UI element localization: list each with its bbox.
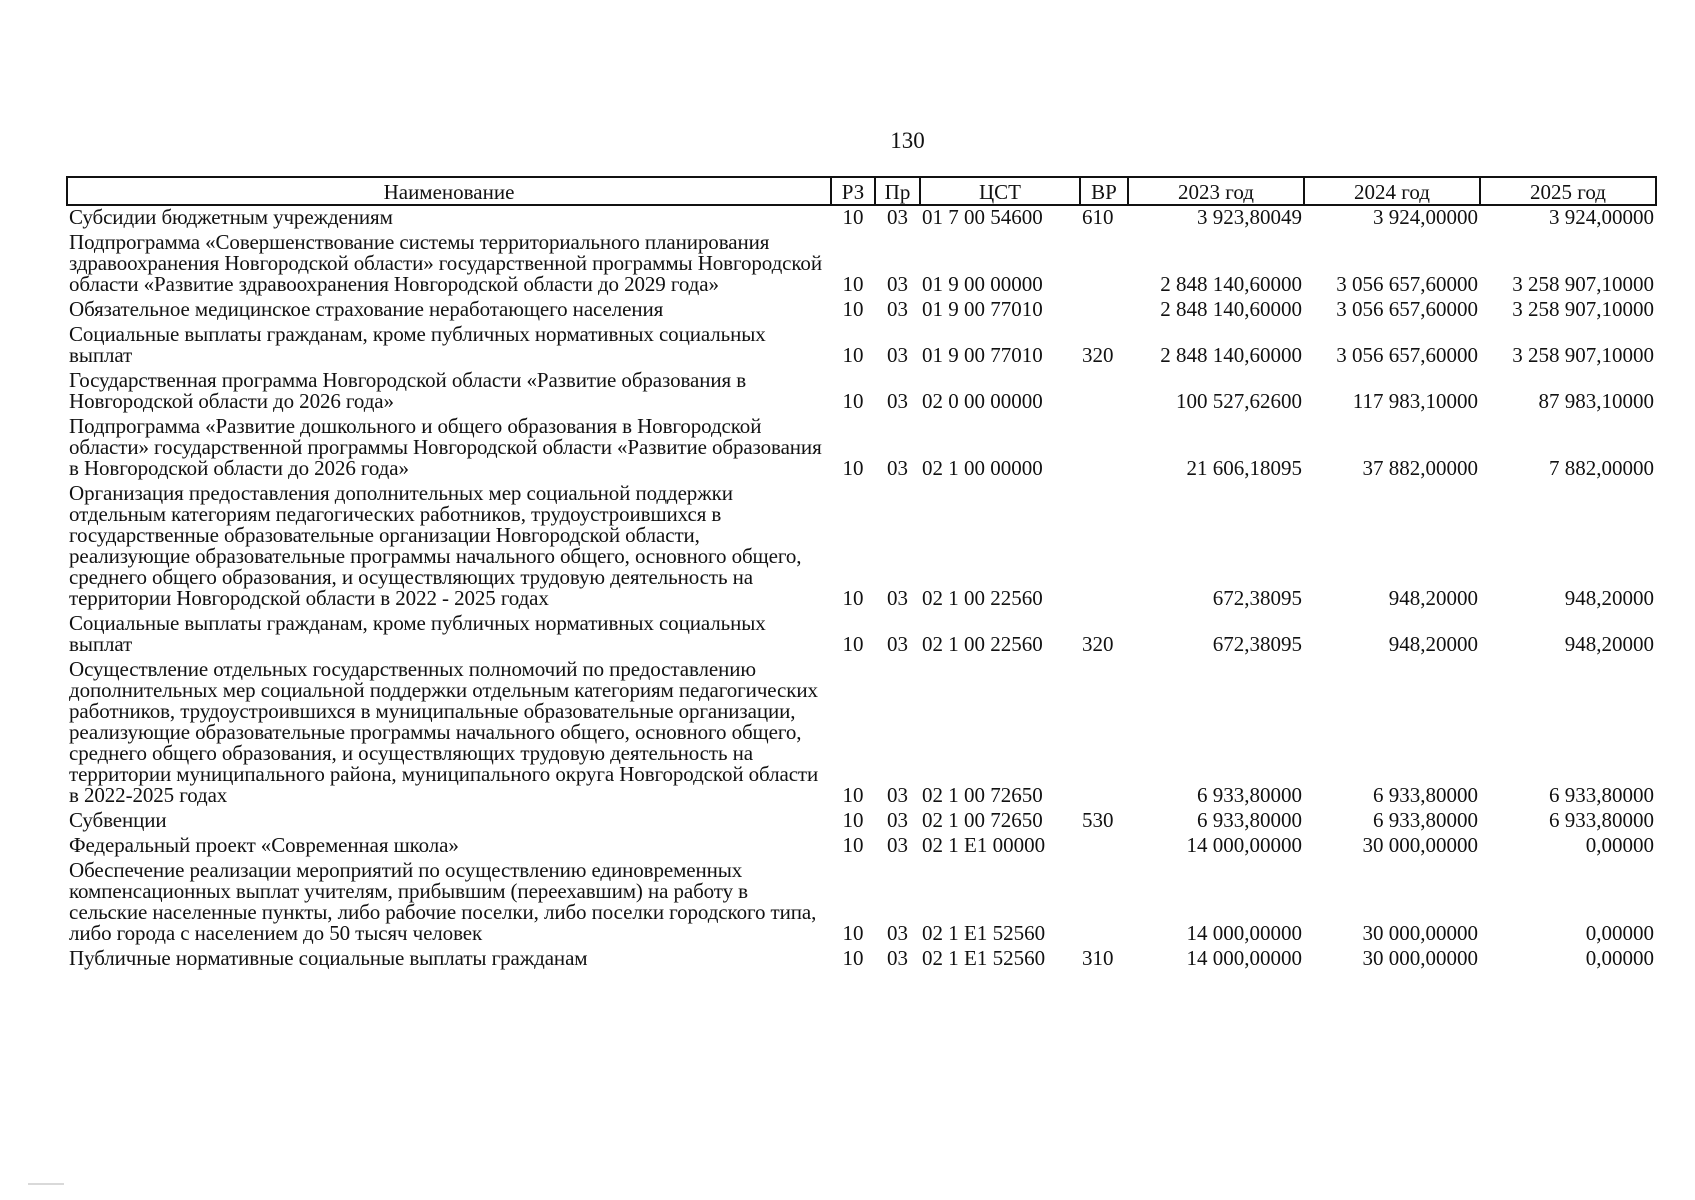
row-2025-amount: 3 258 907,10000 [1512, 272, 1654, 296]
row-name: Обязательное медицинское страхование неработающего населения [69, 297, 664, 321]
row-pr: 03 [887, 389, 908, 413]
row-2025-amount: 0,00000 [1585, 946, 1654, 970]
header-pr: Пр [875, 177, 920, 205]
table-row [67, 205, 1656, 231]
table-row [67, 658, 1656, 809]
row-cst: 01 9 00 77010 [922, 343, 1043, 367]
header-2023: 2023 год [1128, 177, 1304, 205]
row-vr: 310 [1082, 946, 1114, 970]
row-2024-amount: 6 933,80000 [1373, 808, 1478, 832]
row-vr [1080, 298, 1128, 323]
row-rz: 10 [842, 632, 864, 656]
row-cst: 02 1 00 72650 [922, 808, 1043, 832]
table-row [67, 834, 1656, 859]
table-row [67, 809, 1656, 834]
row-pr: 03 [887, 808, 908, 832]
row-cst: 01 9 00 00000 [922, 272, 1043, 296]
row-2025-amount: 0,00000 [1585, 833, 1654, 857]
row-pr: 03 [887, 946, 908, 970]
row-name: Организация предоставления дополнительных мер социальной поддержки отдельным категориям педагогических работников, трудоустроившихся в государственные образовательные организации Новгородской области, реализующие образовательные программы начального общего, основного общего, среднего общего образования, и осуществляющих трудовую деятельность на территории Новгородской области в 2022 - 2025 годах [69, 481, 802, 610]
row-2025-amount: 3 258 907,10000 [1512, 297, 1654, 321]
row-name: Субвенции [69, 808, 167, 832]
row-2024-amount: 3 056 657,60000 [1336, 272, 1478, 296]
table-row [67, 947, 1656, 972]
row-2025-amount: 0,00000 [1585, 921, 1654, 945]
row-2024-amount: 948,20000 [1388, 632, 1478, 656]
row-vr [1080, 859, 1128, 947]
row-name: Обеспечение реализации мероприятий по осуществлению единовременных компенсационных выплат учителям, прибывшим (переехавшим) на работу в сельские населенные пункты, либо рабочие поселки, либо поселки городского типа, либо города с населением до 50 тысяч человек [69, 858, 817, 945]
row-2025-amount: 6 933,80000 [1549, 808, 1654, 832]
row-rz: 10 [842, 343, 864, 367]
row-pr: 03 [887, 343, 908, 367]
table-header [67, 177, 1656, 205]
row-2025-amount: 3 924,00000 [1549, 205, 1654, 229]
row-2025-amount: 3 258 907,10000 [1512, 343, 1654, 367]
header-row [67, 177, 1656, 205]
row-rz: 10 [842, 389, 864, 413]
row-cst: 02 1 00 00000 [922, 456, 1043, 480]
row-rz: 10 [842, 456, 864, 480]
row-rz: 10 [842, 946, 864, 970]
row-pr: 03 [887, 456, 908, 480]
row-pr: 03 [887, 833, 908, 857]
row-cst: 01 9 00 77010 [922, 297, 1043, 321]
row-vr [1080, 482, 1128, 612]
row-2023-amount: 21 606,18095 [1186, 456, 1302, 480]
row-name: Государственная программа Новгородской области «Развитие образования в Новгородской области до 2026 года» [69, 368, 747, 413]
page-number: 130 [890, 128, 925, 153]
row-pr: 03 [887, 632, 908, 656]
row-cst: 01 7 00 54600 [922, 205, 1043, 229]
row-2023-amount: 672,38095 [1212, 586, 1302, 610]
table-row [67, 231, 1656, 298]
row-cst: 02 1 00 22560 [922, 632, 1043, 656]
table-body [67, 205, 1656, 972]
row-name: Социальные выплаты гражданам, кроме публичных нормативных социальных выплат [69, 611, 766, 656]
header-cst: ЦСТ [920, 177, 1080, 205]
row-vr [1080, 415, 1128, 482]
row-rz: 10 [842, 833, 864, 857]
row-2024-amount: 30 000,00000 [1362, 946, 1478, 970]
row-2024-amount: 3 924,00000 [1373, 205, 1478, 229]
row-2023-amount: 6 933,80000 [1197, 808, 1302, 832]
row-rz: 10 [842, 272, 864, 296]
header-name: Наименование [67, 177, 831, 205]
row-2024-amount: 37 882,00000 [1362, 456, 1478, 480]
row-vr: 530 [1082, 808, 1114, 832]
row-2024-amount: 3 056 657,60000 [1336, 297, 1478, 321]
row-2025-amount: 7 882,00000 [1549, 456, 1654, 480]
row-2024-amount: 30 000,00000 [1362, 921, 1478, 945]
table-row [67, 298, 1656, 323]
row-pr: 03 [887, 586, 908, 610]
row-cst: 02 1 Е1 00000 [922, 833, 1046, 857]
row-name: Федеральный проект «Современная школа» [69, 833, 459, 857]
row-name: Подпрограмма «Совершенствование системы территориального планирования здравоохранения Новгородской области» государственной программы Новгородской области «Развитие здравоохранения Новгородской области до 2029 года» [69, 230, 822, 296]
row-pr: 03 [887, 783, 908, 807]
row-2023-amount: 14 000,00000 [1186, 946, 1302, 970]
row-vr [1080, 231, 1128, 298]
row-2024-amount: 6 933,80000 [1373, 783, 1478, 807]
row-2023-amount: 672,38095 [1212, 632, 1302, 656]
scan-artifact [28, 1183, 64, 1185]
row-rz: 10 [842, 808, 864, 832]
row-pr: 03 [887, 921, 908, 945]
row-vr [1080, 658, 1128, 809]
header-rz: РЗ [831, 177, 875, 205]
row-2024-amount: 3 056 657,60000 [1336, 343, 1478, 367]
row-name: Подпрограмма «Развитие дошкольного и общего образования в Новгородской области» государственной программы Новгородской области «Развитие образования в Новгородской области до 2026 года» [69, 414, 822, 480]
row-2023-amount: 100 527,62600 [1176, 389, 1302, 413]
row-name: Осуществление отдельных государственных полномочий по предоставлению дополнительных мер социальной поддержки отдельным категориям педагогических работников, трудоустроившихся в муниципальные образовательные организации, реализующие образовательные программы начального общего, основного общего, среднего общего образования, и осуществляющих трудовую деятельность на территории муниципального района, муниципального округа Новгородской области в 2022-2025 годах [69, 657, 819, 807]
row-vr: 320 [1082, 632, 1114, 656]
row-2024-amount: 948,20000 [1388, 586, 1478, 610]
row-2023-amount: 2 848 140,60000 [1160, 272, 1302, 296]
row-rz: 10 [842, 921, 864, 945]
row-pr: 03 [887, 297, 908, 321]
table-row [67, 612, 1656, 658]
header-2024: 2024 год [1304, 177, 1480, 205]
row-rz: 10 [842, 586, 864, 610]
row-2023-amount: 2 848 140,60000 [1160, 343, 1302, 367]
row-2025-amount: 87 983,10000 [1538, 389, 1654, 413]
row-pr: 03 [887, 205, 908, 229]
row-vr: 320 [1082, 343, 1114, 367]
table-row [67, 482, 1656, 612]
row-2023-amount: 3 923,80049 [1197, 205, 1302, 229]
row-cst: 02 1 Е1 52560 [922, 921, 1046, 945]
row-2024-amount: 30 000,00000 [1362, 833, 1478, 857]
budget-table [66, 176, 1657, 972]
row-2023-amount: 6 933,80000 [1197, 783, 1302, 807]
row-vr [1080, 369, 1128, 415]
header-vr: ВР [1080, 177, 1128, 205]
row-2023-amount: 14 000,00000 [1186, 921, 1302, 945]
row-rz: 10 [842, 783, 864, 807]
row-name: Публичные нормативные социальные выплаты гражданам [69, 946, 588, 970]
row-name: Социальные выплаты гражданам, кроме публичных нормативных социальных выплат [69, 322, 766, 367]
table-row [67, 859, 1656, 947]
table-row [67, 323, 1656, 369]
row-2023-amount: 14 000,00000 [1186, 833, 1302, 857]
row-2025-amount: 948,20000 [1564, 632, 1654, 656]
row-vr: 610 [1082, 205, 1114, 229]
row-2023-amount: 2 848 140,60000 [1160, 297, 1302, 321]
row-2025-amount: 948,20000 [1564, 586, 1654, 610]
row-2024-amount: 117 983,10000 [1352, 389, 1478, 413]
row-name: Субсидии бюджетным учреждениям [69, 205, 393, 229]
row-cst: 02 1 Е1 52560 [922, 946, 1046, 970]
row-2025-amount: 6 933,80000 [1549, 783, 1654, 807]
row-cst: 02 1 00 72650 [922, 783, 1043, 807]
row-cst: 02 0 00 00000 [922, 389, 1043, 413]
row-cst: 02 1 00 22560 [922, 586, 1043, 610]
table-row [67, 369, 1656, 415]
row-rz: 10 [842, 297, 864, 321]
header-2025: 2025 год [1480, 177, 1656, 205]
row-vr [1080, 834, 1128, 859]
row-rz: 10 [842, 205, 864, 229]
row-pr: 03 [887, 272, 908, 296]
table-row [67, 415, 1656, 482]
